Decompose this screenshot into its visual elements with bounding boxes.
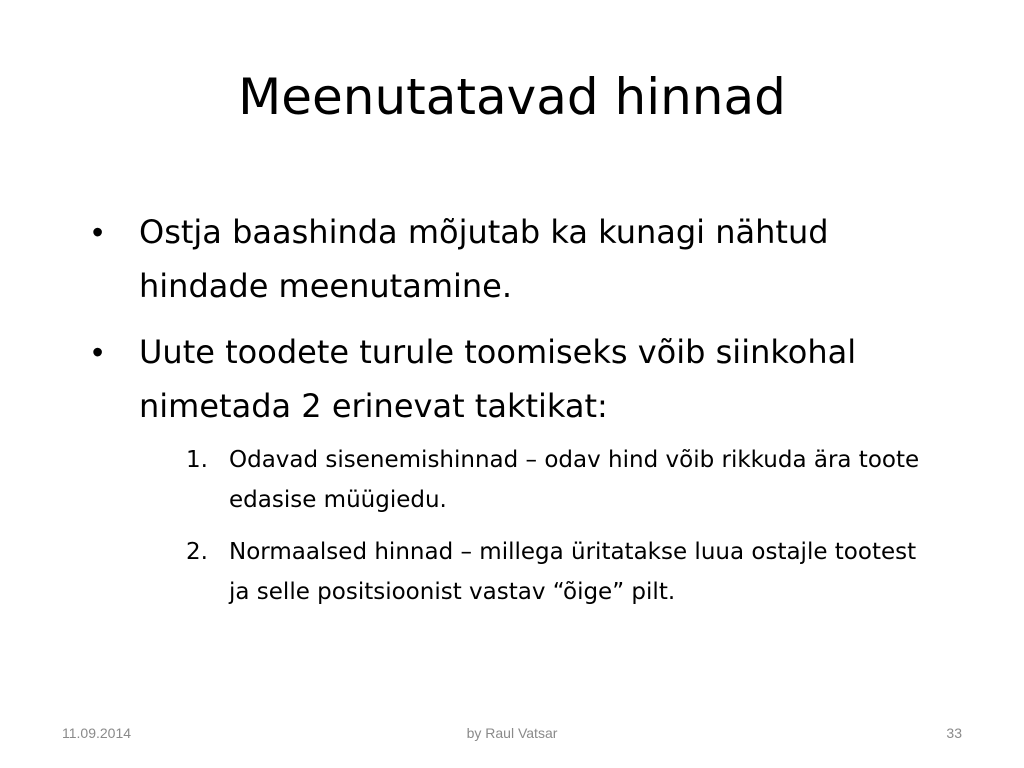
footer-author: by Raul Vatsar [466, 725, 558, 741]
sub-item-text: Odavad sisenemishinnad – odav hind võib rikkuda ära toote edasise müügiedu. [229, 447, 920, 513]
sub-item-text: Normaalsed hinnad – millega üritatakse luua ostajle tootest ja selle positsioonist vastav “õige” pilt. [229, 539, 917, 605]
bullet-text: Uute toodete turule toomiseks võib siinkohal nimetada 2 erinevat taktikat: [139, 333, 857, 425]
bullet-marker: • [92, 214, 104, 250]
bullet-text: Ostja baashinda mõjutab ka kunagi nähtud hindade meenutamine. [139, 213, 829, 305]
slide-title: Meenutatavad hinnad [238, 68, 786, 126]
footer-page-number: 33 [946, 725, 962, 741]
sub-item-number: 1. [186, 447, 208, 473]
sub-item-number: 2. [186, 539, 208, 565]
bullet-marker: • [92, 334, 104, 370]
footer-date: 11.09.2014 [62, 725, 132, 741]
